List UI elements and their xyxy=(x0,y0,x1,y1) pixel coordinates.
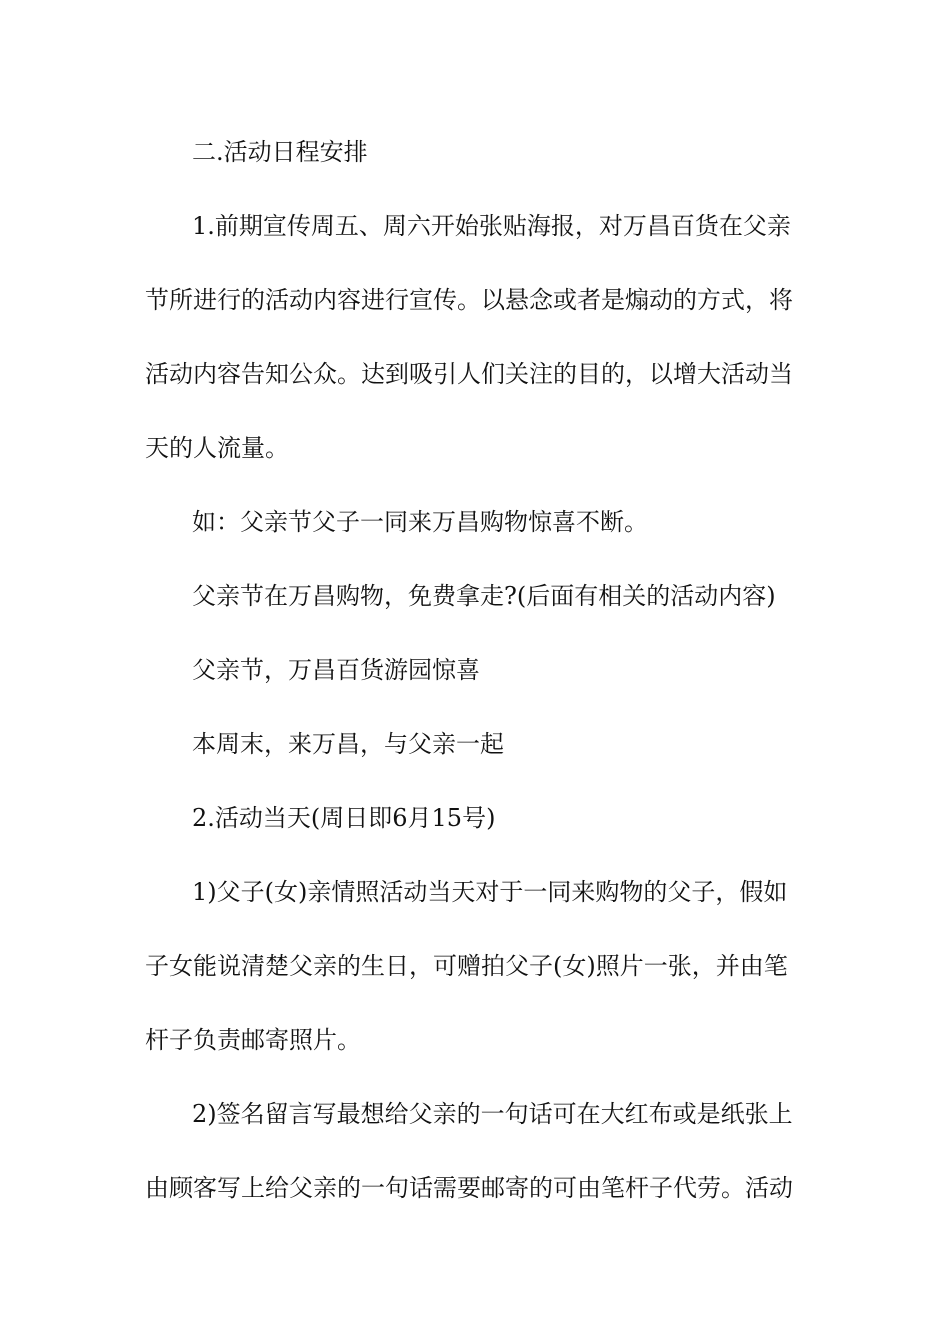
paragraph-slogan-4 xyxy=(145,707,807,781)
paragraph-slogan-2 xyxy=(145,559,807,633)
paragraph-line: 天的人流量。 xyxy=(145,434,289,462)
paragraph-slogan-1 xyxy=(145,485,807,559)
paragraph-line: 父亲节，万昌百货游园惊喜 xyxy=(192,656,480,684)
paragraph-event-day xyxy=(145,781,807,855)
paragraph-line: 2.活动当天(周日即6月15号) xyxy=(192,804,496,832)
paragraph-line: 活动内容告知公众。达到吸引人们关注的目的，以增大活动当 xyxy=(145,360,793,388)
paragraph-line: 1)父子(女)亲情照活动当天对于一同来购物的父子，假如 xyxy=(192,878,788,906)
section-heading xyxy=(145,115,807,189)
paragraph-line: 子女能说清楚父亲的生日，可赠拍父子(女)照片一张，并由笔 xyxy=(145,952,788,980)
paragraph-line: 1.前期宣传周五、周六开始张贴海报，对万昌百货在父亲 xyxy=(192,212,791,240)
paragraph-item-photo xyxy=(145,855,807,1077)
paragraph-line: 本周末，来万昌，与父亲一起 xyxy=(192,730,504,758)
paragraph-line: 由顾客写上给父亲的一句话需要邮寄的可由笔杆子代劳。活动 xyxy=(145,1174,793,1202)
paragraph-line: 节所进行的活动内容进行宣传。以悬念或者是煽动的方式，将 xyxy=(145,286,793,314)
paragraph-line: 二.活动日程安排 xyxy=(192,138,368,166)
paragraph-line: 父亲节在万昌购物，免费拿走?(后面有相关的活动内容) xyxy=(192,582,776,610)
paragraph-line: 杆子负责邮寄照片。 xyxy=(145,1026,361,1054)
paragraph-line: 2)签名留言写最想给父亲的一句话可在大红布或是纸张上 xyxy=(192,1100,793,1128)
paragraph-pre-promotion xyxy=(145,189,807,485)
paragraph-slogan-3 xyxy=(145,633,807,707)
paragraph-item-signature xyxy=(145,1077,807,1225)
paragraph-line: 如：父亲节父子一同来万昌购物惊喜不断。 xyxy=(192,508,648,536)
